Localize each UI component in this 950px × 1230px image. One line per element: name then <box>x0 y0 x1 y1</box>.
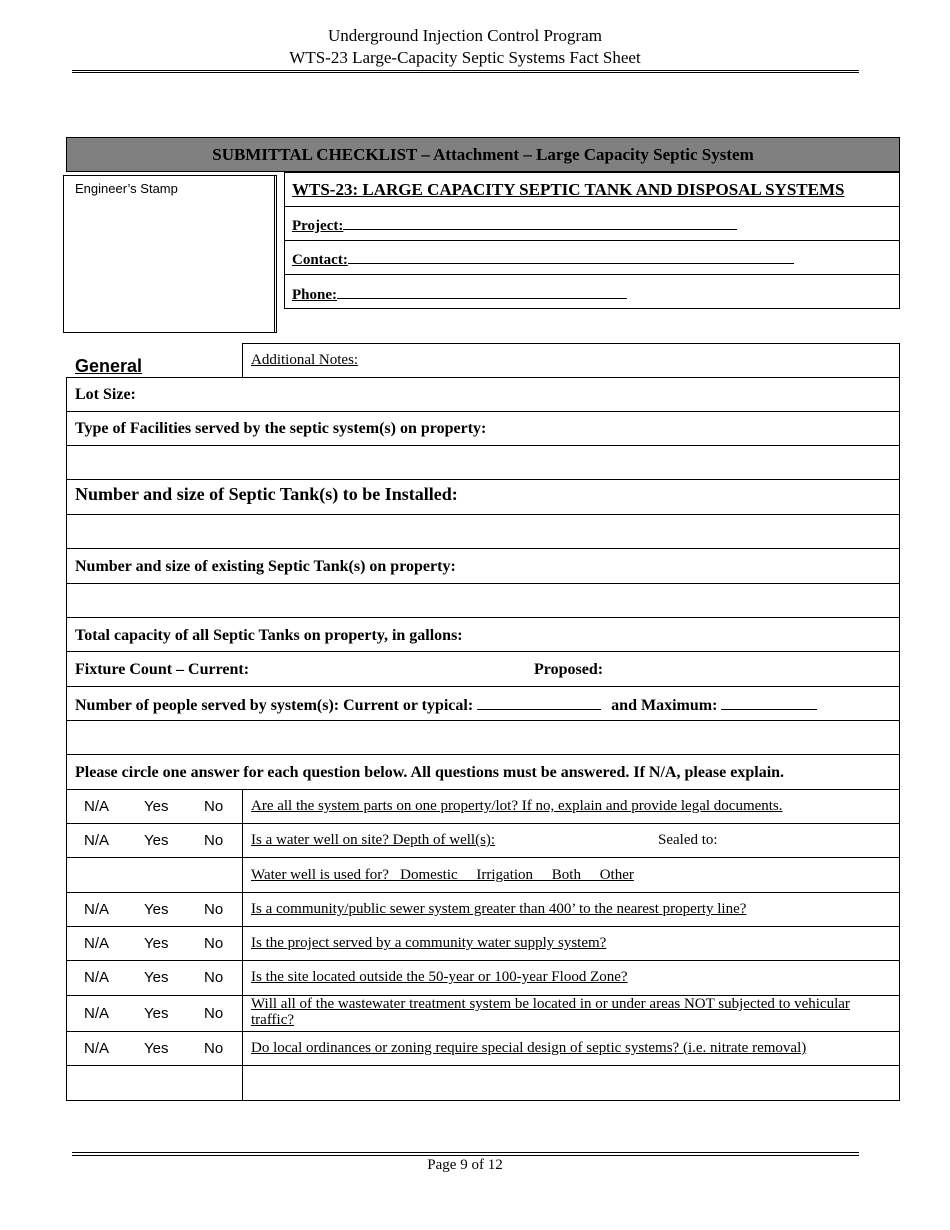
form-title: WTS-23: LARGE CAPACITY SEPTIC TANK AND DISPOSAL SYSTEMS <box>292 180 845 199</box>
row-divider <box>66 651 900 652</box>
people-current-label: Number of people served by system(s): Current or typical: <box>75 697 474 714</box>
general-heading: General <box>75 356 143 376</box>
row-divider <box>66 686 900 687</box>
row-divider <box>66 617 900 618</box>
q4-option-yes[interactable]: Yes <box>144 901 169 918</box>
q7-option-yes[interactable]: Yes <box>144 1005 169 1022</box>
divider <box>284 240 900 241</box>
question-3-well-use[interactable]: Water well is used for? Domestic Irrigation Both Other <box>251 867 634 883</box>
question-5: Is the project served by a community water supply system? <box>251 935 607 951</box>
header-rule-2 <box>72 72 859 73</box>
header-document-title: WTS-23 Large-Capacity Septic Systems Fact Sheet <box>289 48 641 67</box>
q6-option-na[interactable]: N/A <box>84 969 110 986</box>
row-divider <box>66 857 900 858</box>
q6-option-no[interactable]: No <box>204 969 224 986</box>
row-divider <box>66 445 900 446</box>
question-8: Do local ordinances or zoning require special design of septic systems? (i.e. nitrate removal) <box>251 1040 807 1056</box>
row-divider <box>66 789 900 790</box>
q8-option-yes[interactable]: Yes <box>144 1040 169 1057</box>
total-capacity-label: Total capacity of all Septic Tanks on property, in gallons: <box>75 627 463 644</box>
page-number: Page 9 of 12 <box>427 1157 503 1173</box>
q5-option-yes[interactable]: Yes <box>144 935 169 952</box>
row-divider <box>66 514 900 515</box>
q8-option-no[interactable]: No <box>204 1040 224 1057</box>
tanks-existing-label: Number and size of existing Septic Tank(s) on property: <box>75 558 456 575</box>
people-current-field[interactable] <box>477 695 601 710</box>
q2-option-no[interactable]: No <box>204 832 224 849</box>
question-1: Are all the system parts on one property/lot? If no, explain and provide legal documents. <box>251 798 783 814</box>
project-field[interactable] <box>343 215 737 230</box>
q6-option-yes[interactable]: Yes <box>144 969 169 986</box>
question-6: Is the site located outside the 50-year or 100-year Flood Zone? <box>251 969 628 985</box>
contact-field[interactable] <box>348 249 794 264</box>
q2-option-yes[interactable]: Yes <box>144 832 169 849</box>
row-divider <box>66 960 900 961</box>
row-divider <box>66 1031 900 1032</box>
lot-size-label: Lot Size: <box>75 386 136 403</box>
question-7: Will all of the wastewater treatment system be located in or under areas NOT subjected to vehicular traffic? <box>251 996 850 1028</box>
additional-notes-label: Additional Notes: <box>251 352 359 368</box>
row-divider <box>66 754 900 755</box>
q1-option-na[interactable]: N/A <box>84 798 110 815</box>
question-2-text: Is a water well on site? Depth of well(s): <box>251 832 496 848</box>
question-column-divider <box>242 789 243 1101</box>
q4-option-no[interactable]: No <box>204 901 224 918</box>
row-divider <box>66 720 900 721</box>
q8-option-na[interactable]: N/A <box>84 1040 110 1057</box>
people-max-field[interactable] <box>721 695 817 710</box>
row-divider <box>66 548 900 549</box>
q7-option-no[interactable]: No <box>204 1005 224 1022</box>
engineer-stamp-label: Engineer’s Stamp <box>75 181 178 196</box>
q7-option-na[interactable]: N/A <box>84 1005 110 1022</box>
checklist-banner-text: SUBMITTAL CHECKLIST – Attachment – Large Capacity Septic System <box>212 145 754 164</box>
row-divider <box>66 926 900 927</box>
people-max-label: and Maximum: <box>611 697 718 714</box>
footer-rule-2 <box>72 1155 859 1156</box>
tanks-installed-label: Number and size of Septic Tank(s) to be Installed: <box>75 484 458 504</box>
facilities-label: Type of Facilities served by the septic system(s) on property: <box>75 420 487 437</box>
divider <box>284 206 900 207</box>
row-divider <box>66 1065 900 1066</box>
fixture-current-label: Fixture Count – Current: <box>75 661 250 678</box>
engineer-stamp-box[interactable] <box>63 175 277 333</box>
row-divider <box>66 411 900 412</box>
instructions-text: Please circle one answer for each question below. All questions must be answered. If N/A, please explain. <box>75 764 785 781</box>
header-rule <box>72 70 859 71</box>
header-program: Underground Injection Control Program <box>327 26 602 45</box>
q5-option-na[interactable]: N/A <box>84 935 110 952</box>
q1-option-no[interactable]: No <box>204 798 224 815</box>
phone-field[interactable] <box>337 284 627 299</box>
q2-option-na[interactable]: N/A <box>84 832 110 849</box>
question-2-sealed: Sealed to: <box>658 832 718 848</box>
row-divider <box>66 583 900 584</box>
q5-option-no[interactable]: No <box>204 935 224 952</box>
project-label: Project: <box>292 218 344 234</box>
contact-label: Contact: <box>292 252 348 268</box>
divider <box>284 274 900 275</box>
row-divider <box>66 892 900 893</box>
q4-option-na[interactable]: N/A <box>84 901 110 918</box>
question-2 <box>251 832 721 849</box>
phone-label: Phone: <box>292 287 337 303</box>
question-4: Is a community/public sewer system greater than 400’ to the nearest property line? <box>251 901 747 917</box>
stamp-box-inner-rule <box>274 175 275 333</box>
footer-rule <box>72 1152 859 1153</box>
q1-option-yes[interactable]: Yes <box>144 798 169 815</box>
fixture-proposed-label: Proposed: <box>534 661 604 678</box>
row-divider <box>66 479 900 480</box>
row-divider <box>66 823 900 824</box>
